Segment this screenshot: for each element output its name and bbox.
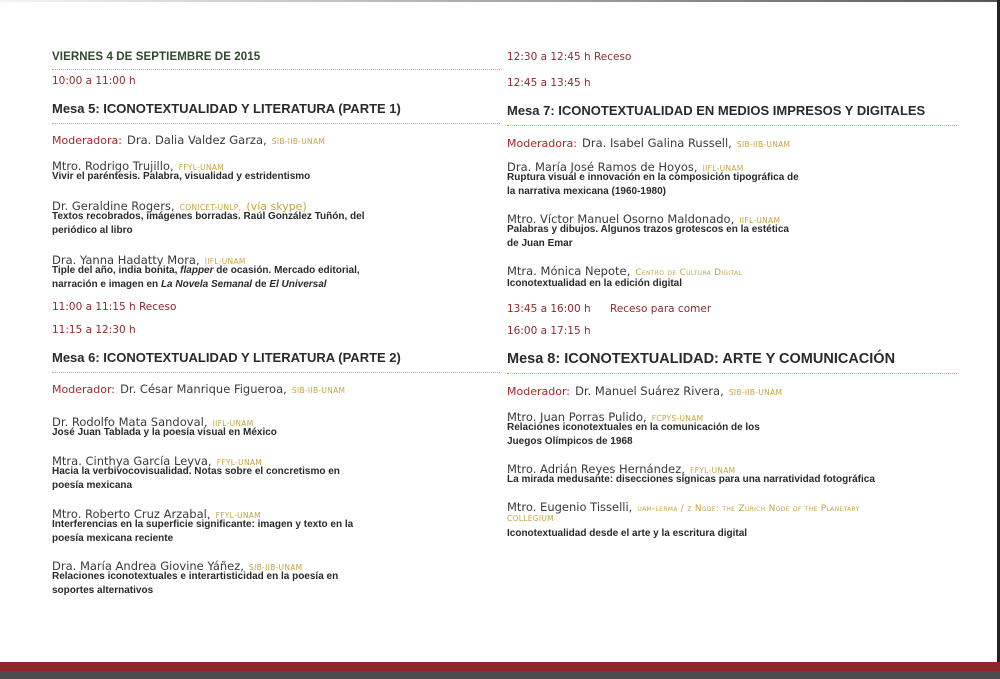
top-border (0, 0, 1000, 2)
moderator-affiliation: SIB-IIB-UNAM (291, 386, 346, 395)
talk-title: Relaciones iconotextuales e interartisticidad en la poesía en soportes alternativos (52, 571, 339, 596)
speaker-affiliation: SIB-IIB-UNAM (249, 563, 303, 572)
moderator-label: Moderador: (52, 383, 115, 396)
moderator-name: Dra. Dalia Valdez Garza, (127, 133, 267, 147)
moderator-name: Dr. Manuel Suárez Rivera, (575, 384, 724, 398)
speaker-name: Mtro. Adrián Reyes Hernández, (507, 462, 685, 476)
title-italic: flapper (180, 265, 214, 276)
talk-title: Iconotextualidad en la edición digital (507, 278, 683, 289)
time-slot: 10:00 a 11:00 h (52, 75, 136, 87)
speaker-affiliation: FFYL-UNAM (216, 458, 263, 467)
time-slot: 11:15 a 12:30 h (52, 324, 136, 336)
talk-title: Interferencias en la superficie significante: imagen y texto en la poesía mexicana reciente (52, 519, 354, 544)
moderator-name: Dr. César Manrique Figueroa, (120, 382, 287, 396)
lunch-label: Receso para comer (610, 303, 712, 315)
mesa-5-moderator (52, 129, 325, 148)
speaker-affiliation: IIFL-UNAM (204, 257, 246, 266)
time-slot: 16:00 a 17:15 h (507, 325, 591, 337)
speaker-affiliation: FCPYS-UNAM (651, 414, 704, 423)
mesa-7-title: Mesa 7: ICONOTEXTUALIDAD EN MEDIOS IMPRESOS Y DIGITALES (507, 103, 926, 118)
speaker-affiliation: CONICET-UNLP, (179, 203, 242, 212)
mesa-8-title: Mesa 8: ICONOTEXTUALIDAD: ARTE Y COMUNICACIÓN (507, 351, 896, 367)
talk-title (52, 264, 382, 291)
break-slot: 12:30 a 12:45 h Receso (507, 51, 632, 63)
speaker-name: Dr. Rodolfo Mata Sandoval, (52, 415, 208, 429)
talk-title: Relaciones iconotextuales en la comunicación de los Juegos Olímpicos de 1968 (507, 422, 760, 447)
remote-note: (vía skype) (246, 200, 307, 213)
speaker-affiliation: uam-lerma / z Node: the Zurich Node of the Planetary (637, 504, 860, 514)
moderator-affiliation: SIB-IIB-UNAM (271, 137, 326, 146)
speaker-affiliation: Centro de Cultura Digital (635, 268, 743, 278)
mesa-7-moderator (507, 132, 790, 151)
speaker-affiliation-cont: COLLEGIUM (507, 514, 554, 523)
divider (52, 69, 500, 70)
title-italic: El Universal (269, 278, 327, 290)
speaker-affiliation: FFYL-UNAM (215, 511, 261, 520)
talk-title: Hacia la verbivocovisualidad. Notas sobre el concretismo en poesía mexicana (52, 466, 340, 491)
talk-entry (507, 496, 860, 515)
talk-title: José Juan Tablada y la poesía visual en México (52, 427, 277, 438)
talk-title: Iconotextualidad desde el arte y la escritura digital (507, 528, 748, 539)
talk-title: Ruptura visual e innovación en la composición tipográfica de la narrativa mexicana (1960-1980) (507, 172, 799, 197)
moderator-label: Moderadora: (52, 134, 122, 147)
speaker-name: Mtro. Juan Porras Pulido, (507, 410, 647, 424)
mesa-6-moderator (52, 378, 345, 397)
title-text: Tiple del año, india bonita, (52, 265, 181, 276)
mesa-6-title: Mesa 6: ICONOTEXTUALIDAD Y LITERATURA (PARTE 2) (52, 350, 401, 365)
moderator-name: Dra. Isabel Galina Russell, (582, 136, 732, 150)
day-heading: VIERNES 4 DE SEPTIEMBRE DE 2015 (52, 51, 261, 63)
speaker-name: Dr. Geraldine Rogers, (52, 199, 175, 213)
speaker-affiliation: IIFL-UNAM (702, 164, 744, 173)
speaker-affiliation: FFYL-UNAM (178, 163, 225, 172)
speaker-name: Mtro. Eugenio Tisselli, (507, 500, 633, 514)
talk-title: Palabras y dibujos. Algunos trazos grotescos en la estética de Juan Emar (507, 224, 789, 249)
speaker-affiliation: IIFL-UNAM (739, 216, 781, 225)
talk-title: Vivir el paréntesis. Palabra, visualidad y estridentismo (52, 171, 311, 182)
lunch-time: 13:45 a 16:00 h (507, 303, 591, 315)
mesa-5-title: Mesa 5: ICONOTEXTUALIDAD Y LITERATURA (PARTE 1) (52, 101, 401, 116)
divider (52, 123, 500, 124)
divider (52, 372, 500, 373)
speaker-name: Dra. María Andrea Giovine Yáñez, (52, 559, 244, 573)
speaker-name: Mtro. Rodrigo Trujillo, (52, 159, 174, 173)
speaker-name: Mtro. Víctor Manuel Osorno Maldonado, (507, 212, 735, 226)
footer-gray-band (0, 671, 1000, 679)
speaker-name: Mtra. Cinthya García Leyva, (52, 454, 212, 468)
divider (507, 125, 957, 126)
divider (507, 373, 957, 374)
speaker-name: Dra. Yanna Hadatty Mora, (52, 253, 200, 267)
moderator-label: Moderadora: (507, 137, 577, 150)
speaker-affiliation: IIFL-UNAM (212, 419, 254, 428)
speaker-affiliation: FFYL-UNAM (690, 466, 736, 475)
title-text: de ocasión. Mercado editorial, narración e imagen en (52, 265, 360, 290)
talk-title: Textos recobrados, imágenes borradas. Raúl González Tuñón, del periódico al libro (52, 211, 365, 236)
moderator-affiliation: SIB-IIB-UNAM (736, 140, 791, 149)
speaker-name: Mtro. Roberto Cruz Arzabal, (52, 507, 211, 521)
talk-title: La mirada medusante: disecciones sígnicas para una narratividad fotográfica (507, 474, 875, 485)
speaker-name: Dra. María José Ramos de Hoyos, (507, 160, 698, 174)
moderator-affiliation: SIB-IIB-UNAM (728, 388, 783, 397)
title-italic: La Novela Semanal (160, 278, 253, 290)
mesa-8-moderator (507, 380, 782, 399)
break-slot: 11:00 a 11:15 h Receso (52, 301, 177, 313)
speaker-name: Mtra. Mónica Nepote, (507, 264, 631, 278)
title-text: de (252, 278, 270, 290)
time-slot: 12:45 a 13:45 h (507, 77, 591, 89)
moderator-label: Moderador: (507, 385, 570, 398)
